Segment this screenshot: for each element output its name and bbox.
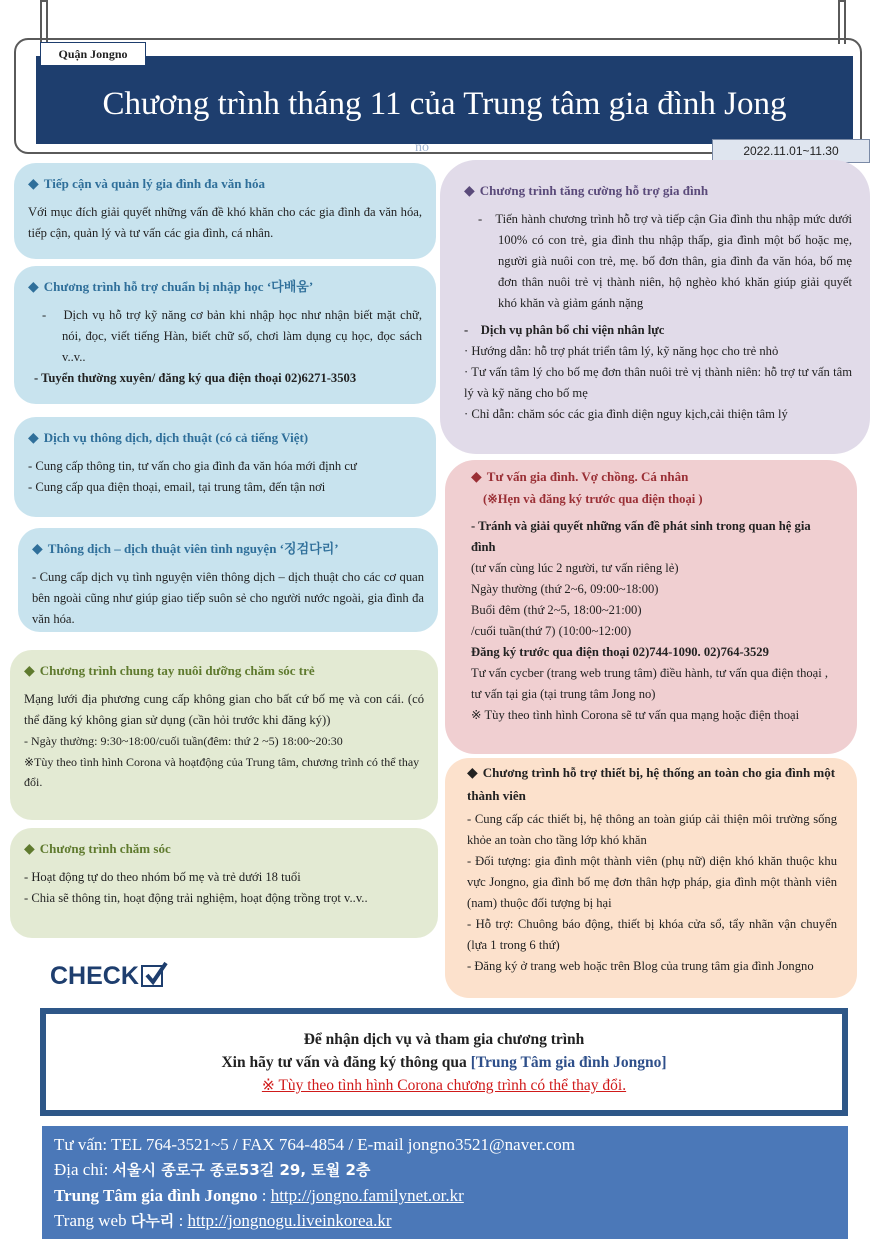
diamond-icon: ◆	[28, 431, 39, 446]
card-title: Chương trình hỗ trợ chuẩn bị nhập học ‘다배움’	[43, 279, 314, 294]
list-item: - Dịch vụ hỗ trợ kỹ năng cơ bản khi nhập học như nhận biết mặt chữ, nói, đọc, viết tiếng Hàn, biết chữ số, chơi làm dụng cụ học, đọc sách v..v..	[42, 308, 422, 364]
card-school-prep	[14, 266, 436, 404]
footer-contact-panel	[42, 1126, 848, 1239]
info-line: Buổi đêm (thứ 2~5, 18:00~21:00)	[471, 603, 642, 617]
card-title: Chương trình chung tay nuôi dưỡng chăm sóc trẻ	[39, 663, 315, 678]
card-title: Chương trình chăm sóc	[39, 841, 171, 856]
info-line: Tư vấn cycber (trang web trung tâm) điều hành, tư vấn qua điện thoại , tư vấn tại gia (tại trung tâm Jong no)	[471, 666, 829, 701]
site-line: Trung Tâm gia đình Jongno : http://jongno.familynet.or.kr	[54, 1186, 464, 1205]
card-interpretation	[14, 417, 436, 517]
lead-text: - Tránh và giải quyết những vấn đề phát sinh trong quan hệ gia đình	[471, 519, 811, 554]
district-badge: Quận Jongno	[40, 42, 146, 66]
list-subitem: · Hướng dẫn: hỗ trợ phát triển tâm lý, kỹ năng học cho trẻ nhỏ	[464, 344, 779, 358]
card-body: Mạng lưới địa phương cung cấp không gian cho bất cứ bố mẹ và con cái. (có thể đăng ký không gian sử dụng (cần hỏi trước khi đăng ký))	[24, 692, 424, 727]
card-title: Tư vấn gia đình. Vợ chồng. Cá nhân	[486, 469, 689, 484]
list-subitem: · Tư vấn tâm lý cho bố mẹ đơn thân nuôi trẻ vị thành niên: hỗ trợ tư vấn tâm lý và kỹ năng cho bố mẹ	[464, 365, 852, 400]
danuri-website-link[interactable]: http://jongnogu.liveinkorea.kr	[187, 1211, 392, 1230]
phone-line: Đăng ký trước qua điện thoại 02)744-1090. 02)764-3529	[471, 645, 769, 659]
list-item: - Hỗ trợ: Chuông báo động, thiết bị khóa cửa sổ, tẩy nhãn vận chuyển (lựa 1 trong 6 thứ)	[467, 917, 837, 952]
notice-line-2: Xin hãy tư vấn và đăng ký thông qua [Trung Tâm gia đình Jongno]	[221, 1054, 667, 1071]
diamond-icon: ◆	[464, 184, 475, 199]
card-title: Dịch vụ thông dịch, dịch thuật (có cả tiếng Việt)	[43, 430, 309, 445]
list-item: - Cung cấp các thiết bị, hệ thông an toàn giúp cải thiện môi trường sống khỏe an toàn cho tầng lớp khó khăn	[467, 812, 837, 847]
card-family-support	[440, 160, 870, 454]
list-item: - Dịch vụ phân bổ chi viện nhân lực	[464, 323, 665, 337]
page-title-tail: no	[415, 140, 429, 155]
card-body: - Cung cấp dịch vụ tình nguyện viên thông dịch – dịch thuật cho các cơ quan bên ngoài cũng như giúp giao tiếp suôn sẻ cho người nước ngoài, gia đình đa văn hóa.	[32, 570, 424, 626]
info-line: /cuối tuần(thứ 7) (10:00~12:00)	[471, 624, 632, 638]
list-item: - Cung cấp qua điện thoại, email, tại trung tâm, đến tận nơi	[28, 480, 326, 494]
list-item: - Cung cấp thông tin, tư vấn cho gia đình đa văn hóa mới định cư	[28, 459, 357, 473]
card-subtitle: (※Hẹn và đăng ký trước qua điện thoại )	[483, 492, 703, 506]
card-title: Chương trình hỗ trợ thiết bị, hệ thống an toàn cho gia đình một thành viên	[467, 765, 836, 803]
diamond-icon: ◆	[28, 280, 39, 295]
page-title: Chương trình tháng 11 của Trung tâm gia đình Jong	[102, 86, 787, 122]
note-text: ※ Tùy theo tình hình Corona sẽ tư vấn qua mạng hoặc điện thoại	[471, 708, 800, 722]
diamond-icon: ◆	[28, 177, 39, 192]
info-line: Ngày thường (thứ 2~6, 09:00~18:00)	[471, 582, 659, 596]
diamond-icon: ◆	[467, 766, 478, 781]
notice-line-3: ※ Tùy theo tình hình Corona chương trình có thể thay đổi.	[261, 1077, 627, 1094]
list-item: - Tuyển thường xuyên/ đăng ký qua điện thoại 02)6271-3503	[34, 371, 357, 385]
notice-line-1: Để nhận dịch vụ và tham gia chương trình	[303, 1031, 585, 1048]
card-multicultural	[14, 163, 436, 259]
diamond-icon: ◆	[32, 542, 43, 557]
check-heading: CHECK	[50, 962, 163, 991]
date-range-badge: 2022.11.01~11.30	[712, 139, 870, 163]
card-title: Tiếp cận và quản lý gia đình đa văn hóa	[43, 176, 265, 191]
info-line: (tư vấn cùng lúc 2 người, tư vấn riêng lẻ)	[471, 561, 679, 575]
list-item: - Tiến hành chương trình hỗ trợ và tiếp cận Gia đình thu nhập mức dưới 100% có con trẻ, gia đình thu nhập thấp, gia đình một bố hoặc mẹ, người già nuôi con trẻ, mẹ. bố đơn thân, gia đình đa văn hóa, bố mẹ đơn thân nuôi trẻ vị thành niên, hộ nghèo khó khăn giúp giải quyết khó khăn và giảm gánh nặng	[478, 212, 852, 310]
web-line: Trang web 다누리 : http://jongnogu.liveinkorea.kr	[54, 1211, 392, 1230]
card-childcare	[10, 650, 438, 820]
contact-line: Tư vấn: TEL 764-3521~5 / FAX 764-4854 / E-mail jongno3521@naver.com	[54, 1135, 576, 1154]
diamond-icon: ◆	[24, 842, 35, 857]
diamond-icon: ◆	[471, 470, 482, 485]
card-title: Chương trình tăng cường hỗ trợ gia đình	[479, 183, 709, 198]
card-care	[10, 828, 438, 938]
note-text: ※Tùy theo tình hình Corona và hoạtđộng của Trung tâm, chương trình có thể thay đổi.	[24, 755, 420, 789]
card-safety	[445, 758, 857, 998]
list-item: - Chia sẽ thông tin, hoạt động trải nghiệm, hoạt động trồng trọt v..v..	[24, 891, 368, 905]
card-body: Với mục đích giải quyết những vấn đề khó khăn cho các gia đình đa văn hóa, tiếp cận, quản lý và tư vấn các gia đình, cá nhân.	[28, 205, 422, 240]
list-item: - Đối tượng: gia đình một thành viên (phụ nữ) diện khó khăn thuộc khu vực Jongno, gia đình bố mẹ đơn thân hợp pháp, gia đình một thành viên (nam) thuộc đối tượng bị hại	[467, 854, 837, 910]
list-item: - Hoạt động tự do theo nhóm bố mẹ và trẻ dưới 18 tuổi	[24, 870, 301, 884]
card-volunteer	[18, 528, 438, 632]
list-item: - Đăng ký ở trang web hoặc trên Blog của trung tâm gia đình Jongno	[467, 959, 814, 973]
list-subitem: · Chỉ dẫn: chăm sóc các gia đình diện nguy kịch,cải thiện tâm lý	[464, 407, 788, 421]
notice-box	[40, 1008, 848, 1116]
checkbox-icon	[141, 965, 163, 987]
center-website-link[interactable]: http://jongno.familynet.or.kr	[270, 1186, 464, 1205]
card-title: Thông dịch – dịch thuật viên tình nguyện ‘징검다리’	[47, 541, 339, 556]
diamond-icon: ◆	[24, 664, 35, 679]
card-counseling	[445, 460, 857, 754]
hours-text: - Ngày thường: 9:30~18:00/cuối tuần(đêm: thứ 2 ~5) 18:00~20:30	[24, 734, 343, 748]
address-line: Địa chỉ: 서울시 종로구 종로53길 29, 토월 2층	[54, 1160, 371, 1179]
